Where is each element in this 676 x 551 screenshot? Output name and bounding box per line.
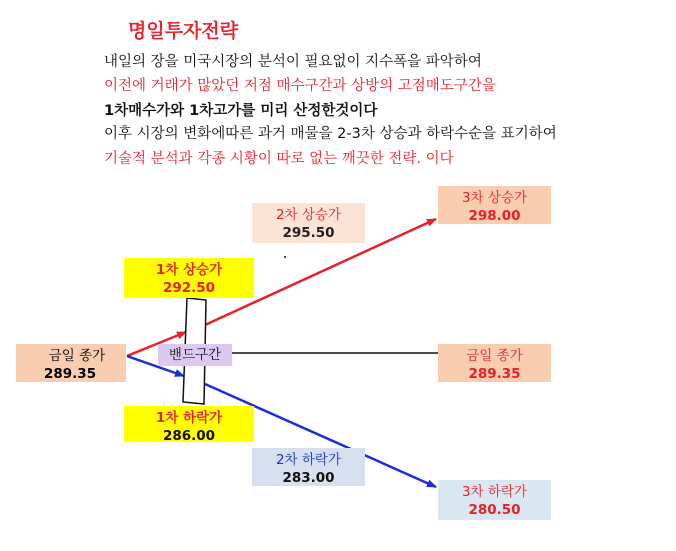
fall-1-value: 286.00: [162, 428, 216, 444]
rise-2-box: [252, 203, 365, 243]
rise-2-label: 2차 상승가: [275, 207, 342, 223]
band-label-box: [158, 344, 232, 366]
rise-3-value: 298.00: [468, 208, 521, 224]
description-line-1: 내일의 장을 미국시장의 분석이 필요없이 지수폭을 파악하여: [104, 54, 482, 70]
fall-1-box: [124, 406, 254, 442]
rise-3-box: [438, 186, 551, 224]
today-close-right-box: [438, 344, 551, 382]
fall-1-label: 1차 하락가: [155, 410, 223, 426]
today-close-left-box: [16, 344, 126, 382]
fall-2-box: [252, 448, 365, 486]
rise-3-label: 3차 상승가: [461, 190, 528, 206]
rise-2-value: 295.50: [282, 225, 335, 241]
description-line-4: 이후 시장의 변화에따른 과거 매물을 2-3차 상승과 하락수순을 표기하여: [104, 126, 557, 142]
rise-1-label: 1차 상승가: [155, 262, 223, 278]
today-close-left-value: 289.35: [44, 366, 97, 382]
fall-3-box: [438, 480, 551, 520]
page-title: 명일투자전략: [128, 20, 239, 42]
today-close-right-label: 금일 종가: [466, 348, 523, 364]
rise-1-value: 292.50: [162, 280, 216, 296]
fall-2-label: 2차 하락가: [275, 452, 342, 468]
fall-2-value: 283.00: [282, 470, 335, 486]
today-close-right-value: 289.35: [468, 366, 521, 382]
rise-1-box: [124, 258, 254, 298]
description-line-3: 1차매수가와 1차고가를 미리 산정한것이다: [104, 103, 378, 119]
dot-mark: [284, 256, 286, 258]
description-line-5: 기술적 분석과 각종 시황이 따로 없는 깨끗한 전략. 이다: [104, 151, 454, 167]
today-close-left-label: 금일 종가: [48, 348, 106, 364]
fall-3-value: 280.50: [468, 502, 521, 518]
fall-3-label: 3차 하락가: [461, 484, 528, 500]
description-line-2: 이전에 거래가 많았던 저점 매수구간과 상방의 고점매도구간을: [104, 78, 496, 94]
band-label: 밴드구간: [168, 347, 222, 363]
